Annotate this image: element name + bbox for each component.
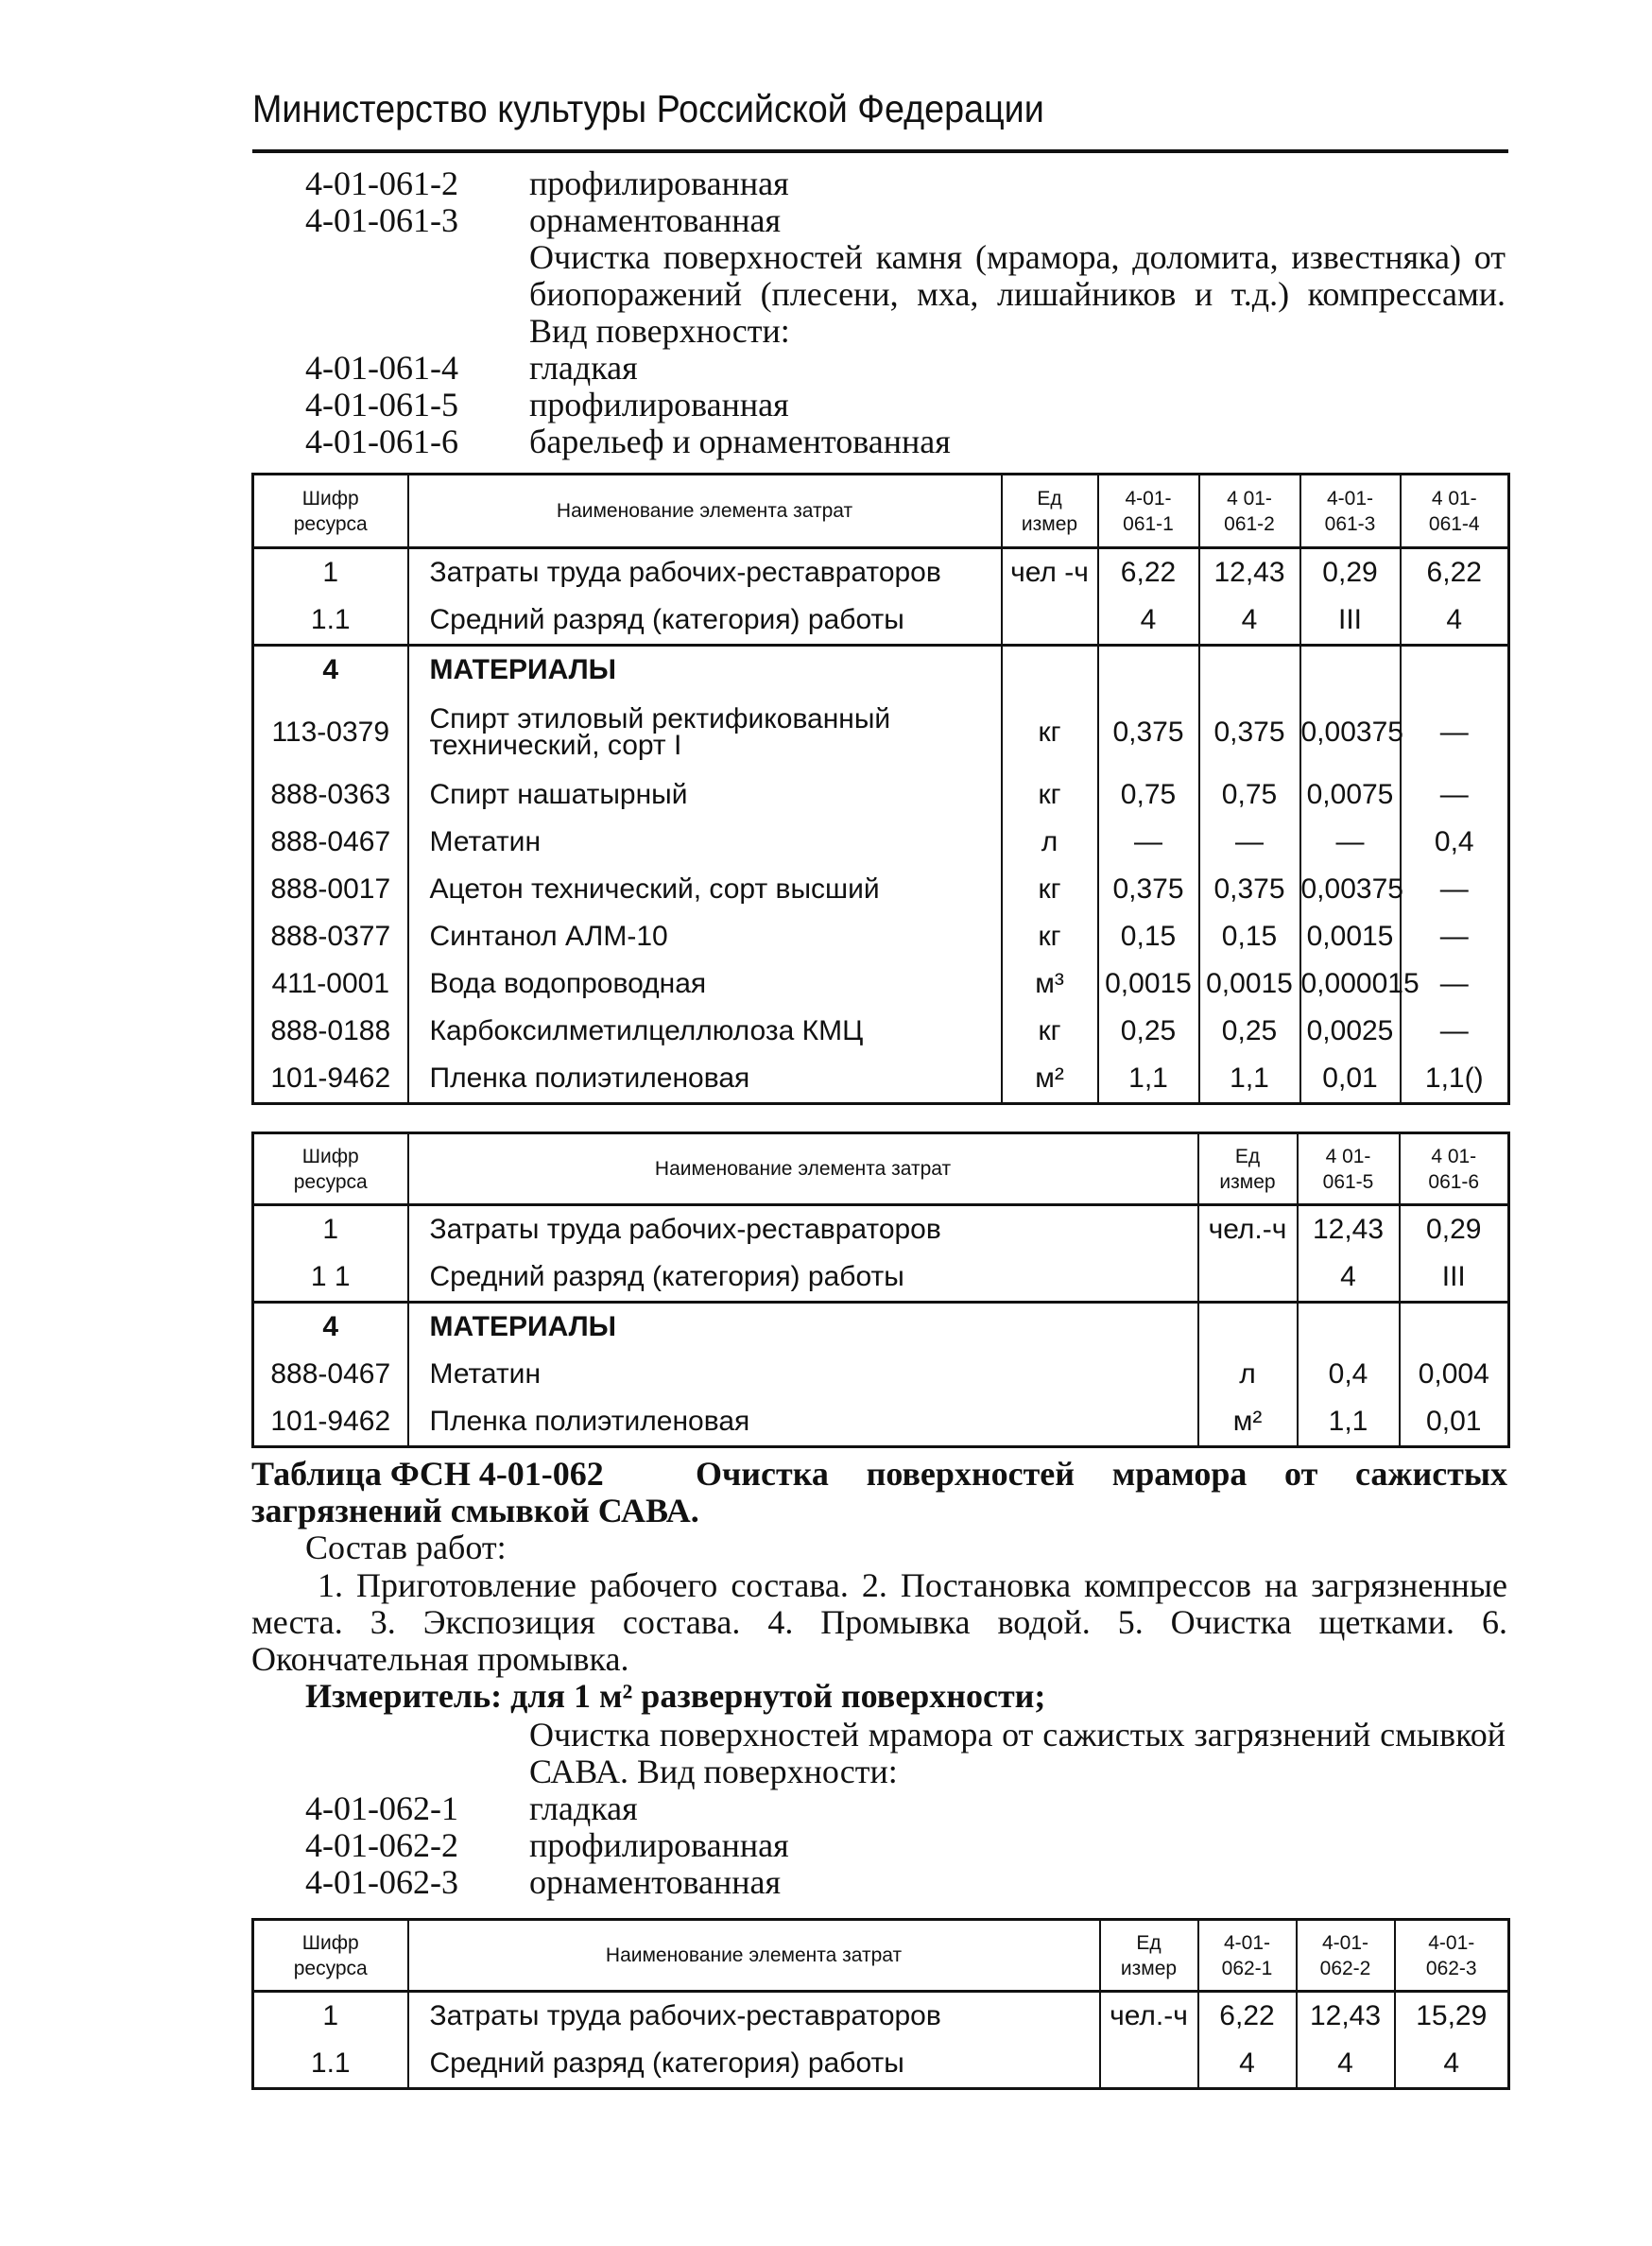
cost-element-cell: Метатин — [408, 819, 1002, 866]
norm-value-cell: 4 — [1401, 596, 1509, 646]
surface-type: гладкая — [529, 1789, 638, 1827]
column-header-line: ресурса — [293, 512, 368, 535]
table-row — [253, 646, 1509, 695]
norm-value-cell: 12,43 — [1297, 1992, 1395, 2041]
norm-value-cell: 4 — [1395, 2040, 1509, 2089]
norm-value-cell: 1,1() — [1401, 1055, 1509, 1104]
norm-value-cell: 1,1 — [1098, 1055, 1199, 1104]
work-composition-text: 1. Приготовление рабочего состава. 2. Постановка компрессов на загрязненные места. 3. Экспозиция состава. 4. Промывка водой. 5. Очистка щетками. 6. Окончательная промывка. — [251, 1566, 1507, 1678]
norm-value-cell: — — [1401, 1008, 1509, 1055]
norm-value-cell: — — [1401, 694, 1509, 771]
column-header-line: Ед — [1234, 1145, 1261, 1167]
norm-value-cell — [1400, 1303, 1509, 1352]
norm-value-cell: 0,375 — [1098, 866, 1199, 913]
cost-element-cell: Спирт нашатырный — [408, 771, 1002, 819]
norm-value-cell: 6,22 — [1198, 1992, 1297, 2041]
column-header-line: 4 01- — [1431, 487, 1477, 510]
unit-cell: м² — [1002, 1055, 1098, 1104]
code-list-061-a — [305, 165, 1506, 239]
code-row — [305, 165, 1506, 202]
resource-code-cell: 888-0467 — [253, 1351, 408, 1398]
column-header-line: Наименование элемента затрат — [605, 1944, 903, 1966]
column-header-line: 061-3 — [1324, 512, 1376, 535]
unit-cell: м³ — [1002, 960, 1098, 1008]
unit-cell: м² — [1198, 1398, 1298, 1447]
header-rule — [252, 149, 1508, 153]
column-header — [1297, 1920, 1395, 1992]
table-row — [253, 1008, 1509, 1055]
column-header — [1300, 475, 1401, 548]
resource-code: 4-01-061-2 — [305, 164, 458, 202]
column-header-line: 062-2 — [1319, 1957, 1371, 1979]
column-header — [1002, 475, 1098, 548]
measure-unit: Измеритель: для 1 м² развернутой поверхности; — [305, 1677, 1046, 1715]
norm-value-cell: III — [1300, 596, 1401, 646]
column-header-line: 4-01- — [1223, 1931, 1271, 1954]
norm-value-cell: 4 — [1298, 1253, 1400, 1303]
table-row — [253, 1303, 1509, 1352]
section-062-description: Очистка поверхностей мрамора от сажистых загрязнений смывкой САВА. Вид поверхности: — [529, 1716, 1506, 1790]
resource-code: 4-01-062-3 — [305, 1863, 458, 1901]
resource-code-cell: 1.1 — [253, 596, 408, 646]
unit-cell — [1002, 596, 1098, 646]
table-header-row — [253, 1920, 1509, 1992]
resource-code: 4-01-061-5 — [305, 386, 458, 423]
norm-value-cell: 0,75 — [1199, 771, 1300, 819]
column-header-line: 4 01- — [1325, 1145, 1371, 1167]
cost-element-cell: Ацетон технический, сорт высший — [408, 866, 1002, 913]
column-header-line: Шифр — [301, 1931, 359, 1954]
cost-element-cell: Средний разряд (категория) работы — [408, 1253, 1198, 1303]
column-header — [1400, 1133, 1509, 1205]
surface-type: орнаментованная — [529, 201, 782, 239]
cost-element-cell: Затраты труда рабочих-реставраторов — [408, 1992, 1100, 2041]
resource-code-cell: 113-0379 — [253, 694, 408, 771]
unit-cell: кг — [1002, 694, 1098, 771]
column-header — [1298, 1133, 1400, 1205]
table-row — [253, 1398, 1509, 1447]
norm-value-cell — [1199, 646, 1300, 695]
norm-value-cell — [1098, 646, 1199, 695]
column-header-line: Ед — [1136, 1931, 1162, 1954]
cost-element-cell: Вода водопроводная — [408, 960, 1002, 1008]
norm-value-cell: 12,43 — [1298, 1205, 1400, 1254]
table-row — [253, 596, 1509, 646]
resource-code-cell: 888-0188 — [253, 1008, 408, 1055]
cost-element-cell: Карбоксилметилцеллюлоза КМЦ — [408, 1008, 1002, 1055]
norm-value-cell: 4 — [1199, 596, 1300, 646]
unit-cell — [1002, 646, 1098, 695]
unit-cell: л — [1002, 819, 1098, 866]
column-header-line: Шифр — [301, 487, 359, 510]
resource-table-062 — [251, 1918, 1510, 2090]
resource-code-cell: 4 — [253, 646, 408, 695]
resource-code-cell: 1.1 — [253, 2040, 408, 2089]
resource-code: 4-01-061-4 — [305, 349, 458, 387]
norm-value-cell: 0,15 — [1098, 913, 1199, 960]
resource-code-cell: 1 — [253, 548, 408, 597]
norm-value-cell: 6,22 — [1098, 548, 1199, 597]
resource-code-cell: 411-0001 — [253, 960, 408, 1008]
column-header — [1198, 1920, 1297, 1992]
norm-value-cell — [1401, 646, 1509, 695]
surface-type: профилированная — [529, 164, 789, 202]
table-row — [253, 1055, 1509, 1104]
resource-code-cell: 4 — [253, 1303, 408, 1352]
unit-cell: чел.-ч — [1198, 1205, 1298, 1254]
section-061-description: Очистка поверхностей камня (мрамора, доломита, известняка) от биопоражений (плесени, мха, лишайников и т.д.) компрессами. Вид поверхности: — [529, 238, 1506, 350]
code-row — [305, 350, 1506, 387]
norm-value-cell: 0,00375 — [1300, 866, 1401, 913]
unit-cell: чел.-ч — [1100, 1992, 1198, 2041]
column-header-line: 062-3 — [1425, 1957, 1477, 1979]
norm-value-cell — [1298, 1303, 1400, 1352]
norm-value-cell: 0,0075 — [1300, 771, 1401, 819]
resource-code: 4-01-062-2 — [305, 1826, 458, 1864]
surface-type: орнаментованная — [529, 1863, 782, 1901]
norm-value-cell: 12,43 — [1199, 548, 1300, 597]
norm-value-cell: 0,29 — [1300, 548, 1401, 597]
column-header-line: Шифр — [301, 1145, 359, 1167]
column-header-line: 4 01- — [1227, 487, 1272, 510]
table-row — [253, 913, 1509, 960]
unit-cell — [1198, 1303, 1298, 1352]
column-header-line: 4 01- — [1431, 1145, 1477, 1167]
surface-type: гладкая — [529, 349, 638, 387]
norm-value-cell: 0,01 — [1400, 1398, 1509, 1447]
resource-table-061-5-6 — [251, 1132, 1510, 1448]
table-row — [253, 2040, 1509, 2089]
norm-value-cell: 1,1 — [1199, 1055, 1300, 1104]
column-header-line: 061-6 — [1428, 1170, 1480, 1193]
norm-value-cell: — — [1401, 960, 1509, 1008]
unit-cell: чел -ч — [1002, 548, 1098, 597]
cost-element-cell: Спирт этиловый ректификованный техничеcкий, сорт I — [408, 694, 1002, 771]
unit-cell — [1198, 1253, 1298, 1303]
column-header — [1395, 1920, 1509, 1992]
norm-value-cell: 0,25 — [1199, 1008, 1300, 1055]
table-row — [253, 819, 1509, 866]
cost-element-cell: МАТЕРИАЛЫ — [408, 646, 1002, 695]
norm-value-cell: 0,375 — [1199, 866, 1300, 913]
norm-value-cell: 0,0015 — [1300, 913, 1401, 960]
table-row — [253, 1253, 1509, 1303]
norm-value-cell: 0,375 — [1199, 694, 1300, 771]
table-062-heading — [251, 1456, 1507, 1529]
norm-value-cell: 0,004 — [1400, 1351, 1509, 1398]
norm-value-cell: — — [1300, 819, 1401, 866]
norm-value-cell: — — [1401, 771, 1509, 819]
running-head: Министерство культуры Российской Федерации — [252, 87, 1044, 130]
resource-code-cell: 1 — [253, 1205, 408, 1254]
resource-code-cell: 888-0363 — [253, 771, 408, 819]
column-header — [408, 1133, 1198, 1205]
norm-value-cell: — — [1098, 819, 1199, 866]
code-list-062 — [305, 1790, 1506, 1901]
norm-value-cell: — — [1401, 913, 1509, 960]
column-header-line: 062-1 — [1221, 1957, 1273, 1979]
norm-value-cell: 4 — [1297, 2040, 1395, 2089]
resource-code-cell: 888-0467 — [253, 819, 408, 866]
cost-element-cell: Пленка полиэтиленовая — [408, 1055, 1002, 1104]
norm-value-cell: — — [1199, 819, 1300, 866]
column-header — [1100, 1920, 1198, 1992]
code-row — [305, 1827, 1506, 1864]
column-header — [1401, 475, 1509, 548]
unit-cell: кг — [1002, 913, 1098, 960]
unit-cell: кг — [1002, 771, 1098, 819]
resource-code-cell: 888-0017 — [253, 866, 408, 913]
column-header-line: измер — [1021, 512, 1078, 535]
cost-element-cell: МАТЕРИАЛЫ — [408, 1303, 1198, 1352]
norm-value-cell: III — [1400, 1253, 1509, 1303]
table-row — [253, 960, 1509, 1008]
norm-value-cell: 0,375 — [1098, 694, 1199, 771]
column-header-line: 4-01- — [1125, 487, 1172, 510]
table-row — [253, 866, 1509, 913]
norm-value-cell: — — [1401, 866, 1509, 913]
column-header-line: 061-4 — [1428, 512, 1480, 535]
table-062-title: Очистка поверхностей мрамора от сажистых загрязнений смывкой САВА. — [251, 1455, 1507, 1529]
norm-value-cell: 0,4 — [1298, 1351, 1400, 1398]
norm-value-cell: 0,75 — [1098, 771, 1199, 819]
column-header-line: Ед — [1037, 487, 1062, 510]
resource-code-cell: 1 1 — [253, 1253, 408, 1303]
resource-code-cell: 101-9462 — [253, 1398, 408, 1447]
norm-value-cell: 0,01 — [1300, 1055, 1401, 1104]
table-row — [253, 1992, 1509, 2041]
column-header-line: измер — [1219, 1170, 1276, 1193]
table-row — [253, 1205, 1509, 1254]
code-row — [305, 387, 1506, 423]
code-row — [305, 202, 1506, 239]
cost-element-cell: Средний разряд (категория) работы — [408, 2040, 1100, 2089]
table-header-row — [253, 1133, 1509, 1205]
table-row — [253, 694, 1509, 771]
table-row — [253, 771, 1509, 819]
cost-element-cell: Синтанол АЛМ-10 — [408, 913, 1002, 960]
column-header — [1198, 1133, 1298, 1205]
cost-element-cell: Средний разряд (категория) работы — [408, 596, 1002, 646]
code-list-061-b — [305, 350, 1506, 460]
unit-cell: л — [1198, 1351, 1298, 1398]
resource-code: 4-01-062-1 — [305, 1789, 458, 1827]
norm-value-cell: 4 — [1198, 2040, 1297, 2089]
cost-element-cell: Затраты труда рабочих-реставраторов — [408, 548, 1002, 597]
cost-element-cell: Метатин — [408, 1351, 1198, 1398]
norm-value-cell: 0,0025 — [1300, 1008, 1401, 1055]
column-header-line: Наименование элемента затрат — [654, 1158, 952, 1180]
column-header — [1098, 475, 1199, 548]
column-header — [253, 475, 408, 548]
surface-type: профилированная — [529, 386, 789, 423]
norm-value-cell: 1,1 — [1298, 1398, 1400, 1447]
code-row — [305, 1864, 1506, 1901]
norm-value-cell: 0,0015 — [1199, 960, 1300, 1008]
column-header-line: 4-01- — [1428, 1931, 1475, 1954]
work-composition-label: Состав работ: — [305, 1529, 507, 1566]
norm-value-cell: 0,25 — [1098, 1008, 1199, 1055]
table-row — [253, 548, 1509, 597]
norm-value-cell: 6,22 — [1401, 548, 1509, 597]
norm-value-cell — [1300, 646, 1401, 695]
norm-value-cell: 4 — [1098, 596, 1199, 646]
column-header — [253, 1920, 408, 1992]
cost-element-cell: Затраты труда рабочих-реставраторов — [408, 1205, 1198, 1254]
resource-code: 4-01-061-3 — [305, 201, 458, 239]
unit-cell: кг — [1002, 1008, 1098, 1055]
unit-cell: кг — [1002, 866, 1098, 913]
column-header-line: 061-5 — [1322, 1170, 1374, 1193]
resource-code-cell: 101-9462 — [253, 1055, 408, 1104]
resource-code-cell: 1 — [253, 1992, 408, 2041]
column-header-line: 4-01- — [1321, 1931, 1369, 1954]
unit-cell — [1100, 2040, 1198, 2089]
norm-value-cell: 15,29 — [1395, 1992, 1509, 2041]
column-header — [253, 1133, 408, 1205]
norm-value-cell: 0,0015 — [1098, 960, 1199, 1008]
column-header-line: Наименование элемента затрат — [556, 500, 853, 522]
table-062-label: Таблица ФСН 4-01-062 — [251, 1455, 604, 1493]
surface-type: барельеф и орнаментованная — [529, 423, 951, 460]
code-row — [305, 1790, 1506, 1827]
norm-value-cell: 0,4 — [1401, 819, 1509, 866]
norm-value-cell: 0,15 — [1199, 913, 1300, 960]
column-header — [408, 475, 1002, 548]
column-header — [408, 1920, 1100, 1992]
column-header — [1199, 475, 1300, 548]
column-header-line: ресурса — [293, 1957, 368, 1979]
resource-code-cell: 888-0377 — [253, 913, 408, 960]
norm-value-cell: 0,000015 — [1300, 960, 1401, 1008]
column-header-line: 4-01- — [1326, 487, 1374, 510]
surface-type: профилированная — [529, 1826, 789, 1864]
column-header-line: 061-2 — [1224, 512, 1275, 535]
column-header-line: ресурса — [293, 1170, 368, 1193]
column-header-line: 061-1 — [1123, 512, 1174, 535]
table-header-row — [253, 475, 1509, 548]
norm-value-cell: 0,29 — [1400, 1205, 1509, 1254]
code-row — [305, 423, 1506, 460]
column-header-line: измер — [1120, 1957, 1178, 1979]
resource-code: 4-01-061-6 — [305, 423, 458, 460]
resource-table-061-1-4 — [251, 473, 1510, 1105]
table-row — [253, 1351, 1509, 1398]
norm-value-cell: 0,00375 — [1300, 694, 1401, 771]
cost-element-cell: Пленка полиэтиленовая — [408, 1398, 1198, 1447]
